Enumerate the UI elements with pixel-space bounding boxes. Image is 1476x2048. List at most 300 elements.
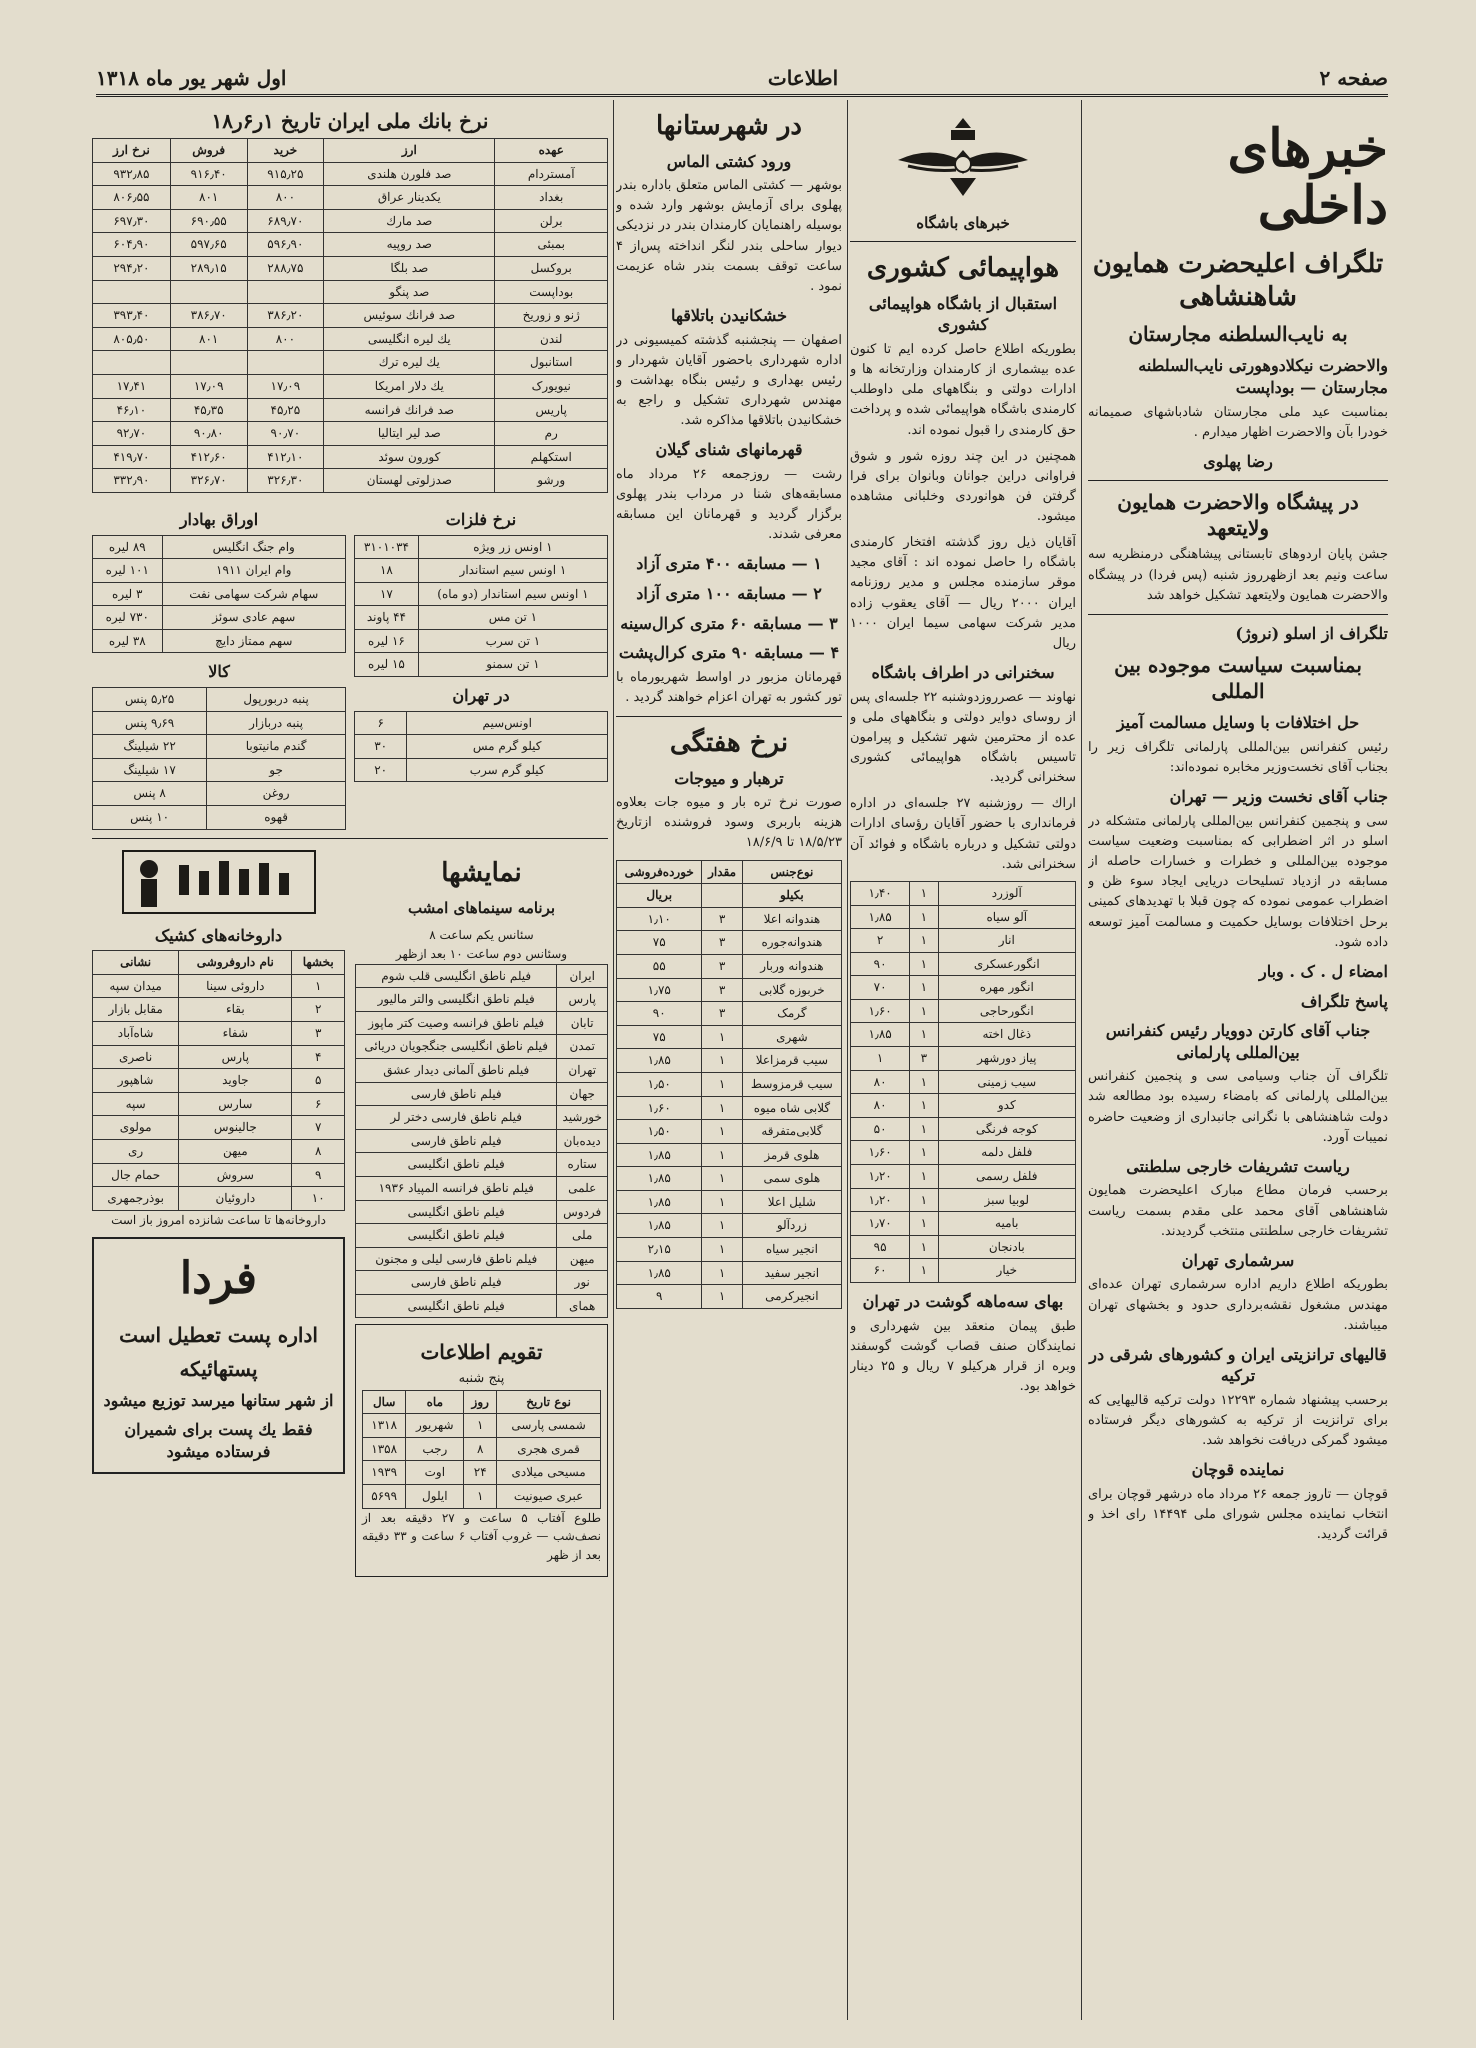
table-cell: هلوی سمی: [742, 1167, 841, 1191]
article-text: اصفهان — پنجشنبه گذشته کمیسیونی در اداره شهرداری باحضور آقایان شهردار و رئیس بهداری و رئیس بنگاه بهداشت و مهندس شهرداری تشکیل و راجع به خشکانیدن باتلاقها مذاکره شد.: [616, 332, 842, 429]
subheadline: ریاست تشریفات خارجی سلطنتی: [1126, 1156, 1350, 1176]
table-row: [93, 1139, 345, 1163]
table-row: [355, 606, 608, 630]
page-header: [96, 56, 1388, 97]
newspaper-name: اطلاعات: [767, 66, 839, 90]
table-row: [93, 280, 608, 304]
table-cell: ایران: [557, 964, 608, 988]
subheadline: جناب آقای نخست وزیر — تهران: [1169, 787, 1388, 807]
article-text: بمناسبت عید ملی مجارستان شادباشهای صمیمانه خودرا بآن والاحضرت اظهار میدارم .: [1088, 404, 1388, 440]
table-cell: ۱٫۸۵: [851, 1023, 910, 1047]
table-cell: جالینوس: [179, 1116, 292, 1140]
table-cell: تهران: [557, 1058, 608, 1082]
table-cell: ۶۹۷٫۳۰: [93, 209, 171, 233]
table-cell: ۱: [910, 1212, 938, 1236]
table-row: [617, 1190, 842, 1214]
table-row: [851, 1094, 1076, 1118]
table-cell: ۸۹ لیره: [93, 535, 163, 559]
table-cell: مولوی: [93, 1116, 179, 1140]
table-cell: ۱۷ شیلینگ: [93, 758, 207, 782]
headline: در پیشگاه والاحضرت همایون ولایتعهد: [1117, 490, 1359, 541]
table-cell: ۱٫۷۰: [851, 1212, 910, 1236]
table-row: [356, 1200, 608, 1224]
table-cell: ۱٫۲۰: [851, 1188, 910, 1212]
divider: [616, 716, 842, 717]
table-row: [617, 954, 842, 978]
table-cell: ۱: [910, 1094, 938, 1118]
table-cell: ۵۹۷٫۶۵: [170, 233, 247, 257]
article-text: سی و پنجمین کنفرانس بین‌المللی پارلمانی متشکله در اسلو در اثر اضطرابی که بمناسبت وضعیت سیاست موجوده بین‌المللی و خطرات و خسارات حاصله از مسابقه در ازدیاد تسلیحات دریایی ایجاد سوء ظن و اضطراب عمومی نموده که چون قبلا با تهدیدهای کمینی برحل اختلافات بوسایل حکمیت و مسالمت آمیز توسعه داده شود.: [1088, 813, 1388, 950]
table-row: [617, 1238, 842, 1262]
table-row: [93, 162, 608, 186]
table-cell: بمبئی: [495, 233, 608, 257]
table-cell: پارس: [557, 988, 608, 1012]
table-cell: ۱: [702, 1143, 742, 1167]
table-cell: ناصری: [93, 1045, 179, 1069]
table-cell: یکدینار عراق: [324, 186, 495, 210]
table-row: [617, 1167, 842, 1191]
produce-price-table: [850, 881, 1076, 1283]
table-cell: فیلم ناطق انگلیسی: [356, 1200, 557, 1224]
table-cell: [170, 280, 247, 304]
bonds-title: اوراق بهادار: [179, 509, 259, 529]
table-cell: ۸۰۰: [247, 327, 324, 351]
table-cell: ۶: [292, 1092, 345, 1116]
table-cell: ۱ تن سرب: [418, 629, 607, 653]
article-text: نهاوند — عصرروزدوشنبه ۲۲ جلسه‌ای پس از روسای دوایر دولتی و بنگاههای ملی و عده از محترمین شهر تشکیل و پیرامون تاسیس باشگاه هواپیمائی کشوری سخنرانی گردید.: [850, 689, 1076, 786]
table-cell: ۱ اونس زر ویژه: [418, 535, 607, 559]
subheadline: نماینده قوچان: [1191, 1460, 1285, 1480]
shows-subtitle: وسئانس دوم ساعت ۱۰ بعد ازظهر: [395, 946, 568, 961]
table-cell: ۱ تن مس: [418, 606, 607, 630]
table-cell: کیلو گرم مس: [407, 735, 608, 759]
table-row: [363, 1461, 601, 1485]
table-cell: ۱: [464, 1414, 497, 1438]
table-cell: ۴۶٫۱۰: [93, 398, 171, 422]
table-cell: ۱۳۱۸: [363, 1414, 406, 1438]
table-cell: لوبیا سبز: [938, 1188, 1075, 1212]
table-row: [851, 905, 1076, 929]
table-row: [851, 1023, 1076, 1047]
table-cell: میهن: [557, 1247, 608, 1271]
column-header: ماه: [406, 1390, 464, 1414]
table-cell: ۱٫۶۰: [851, 1141, 910, 1165]
table-cell: وام جنگ انگلیس: [162, 535, 345, 559]
signature: امضاء ل . ک . وبار: [1258, 961, 1388, 981]
table-cell: آلوزرد: [938, 881, 1075, 905]
divider: [1088, 614, 1388, 615]
sun-times: طلوع آفتاب ۵ ساعت و ۲۷ دقیقه بعد از نصف‌شب — غروب آفتاب ۶ ساعت و ۳۳ دقیقه بعد از ظهر: [362, 1510, 601, 1562]
table-cell: ۲۹۴٫۲۰: [93, 256, 171, 280]
pharmacy-title: داروخانه‌های کشیک: [154, 925, 283, 945]
table-row: [355, 758, 608, 782]
table-cell: ۷۳۰ لیره: [93, 606, 163, 630]
article-text: برحسب پیشنهاد شماره ۱۲۲۹۳ دولت ترکیه قالیهایی که برای ترانزیت از ترکیه به کشورهای دیگر فرستاده میشود گمرکی دریافت نخواهد شد.: [1088, 1393, 1388, 1449]
table-cell: نور: [557, 1271, 608, 1295]
domestic-news-column: [1088, 100, 1388, 1552]
securities-block: [92, 501, 346, 830]
column-header: نوع تاریخ: [497, 1390, 601, 1414]
table-cell: کوجه فرنگی: [938, 1117, 1075, 1141]
table-cell: انجیر سفید: [742, 1261, 841, 1285]
notice-line: فقط یك پست برای شمیران فرستاده میشود: [124, 1420, 313, 1461]
table-cell: ۱: [702, 1190, 742, 1214]
table-cell: ۱: [702, 1072, 742, 1096]
table-cell: ۱٫۵۰: [617, 1072, 702, 1096]
column-header: بخشها: [292, 951, 345, 975]
table-cell: ۴: [292, 1045, 345, 1069]
unit-label: بریال: [617, 884, 702, 908]
table-cell: صد فلورن هلندی: [324, 162, 495, 186]
table-cell: خیار: [938, 1259, 1075, 1283]
table-row: [617, 907, 842, 931]
table-cell: شهریور: [406, 1414, 464, 1438]
table-cell: ۱: [851, 1047, 910, 1071]
table-row: [93, 998, 345, 1022]
table-row: [617, 1143, 842, 1167]
table-cell: صد روپیه: [324, 233, 495, 257]
table-cell: علمی: [557, 1176, 608, 1200]
table-row: [617, 1261, 842, 1285]
table-row: [93, 327, 608, 351]
table-cell: ۱٫۶۰: [617, 1096, 702, 1120]
table-cell: ۴۵٫۲۵: [247, 398, 324, 422]
table-cell: ۱۷: [355, 582, 419, 606]
table-cell: هلوی قرمز: [742, 1143, 841, 1167]
table-cell: فلفل رسمی: [938, 1165, 1075, 1189]
calendar-title: تقویم اطلاعات: [420, 1340, 543, 1365]
table-cell: ۹۳۲٫۸۵: [93, 162, 171, 186]
table-cell: ۱: [702, 1261, 742, 1285]
table-cell: [247, 280, 324, 304]
table-cell: ۱٫۵۰: [617, 1120, 702, 1144]
table-cell: ۲۰: [355, 758, 407, 782]
table-cell: ۱٫۸۵: [617, 1049, 702, 1073]
table-row: [363, 1414, 601, 1438]
table-cell: سارس: [179, 1092, 292, 1116]
table-row: [356, 1294, 608, 1318]
notice-box: [92, 1237, 345, 1474]
article-text: قهرمانان مزبور در اواسط شهریورماه با تور کشور به تهران اعزام خواهند گردید .: [616, 669, 842, 705]
table-row: [93, 782, 346, 806]
table-cell: ۱: [702, 1096, 742, 1120]
subheadline: حل اختلافات با وسایل مسالمت آمیز: [1116, 713, 1360, 733]
table-row: [851, 1117, 1076, 1141]
table-cell: ۶: [355, 711, 407, 735]
article-text: قوچان — تاروز جمعه ۲۶ مرداد ماه درشهر قوچان برای انتخاب نماینده مجلس شورای ملی ۱۴۴۹۴ رای اخذ و قرائت گردید.: [1088, 1487, 1388, 1543]
subheadline: جناب آقای کارتن دوویار رئیس کنفرانس بین‌المللی پارلمانی: [1105, 1021, 1371, 1062]
article-text: بطوریکه اطلاع داریم اداره سرشماری تهران عده‌ای مهندس مشغول نقشه‌برداری حدود و بخشهای تهران میباشند.: [1088, 1277, 1388, 1333]
metals-block: [354, 501, 608, 830]
pharmacy-note: داروخانه‌ها تا ساعت شانزده امروز باز است: [111, 1212, 326, 1227]
table-cell: ۱ تن سمنو: [418, 653, 607, 677]
fruit-price-table: [616, 860, 842, 1309]
subheadline: بهای سه‌ماهه گوشت در تهران: [862, 1292, 1064, 1311]
table-row: [617, 931, 842, 955]
table-row: [851, 1259, 1076, 1283]
table-cell: صد بلگا: [324, 256, 495, 280]
table-row: [851, 881, 1076, 905]
table-cell: ۵۰: [851, 1117, 910, 1141]
table-cell: مسیحی میلادی: [497, 1461, 601, 1485]
table-cell: لندن: [495, 327, 608, 351]
column-header: نوع‌جنس: [742, 860, 841, 884]
column-divider: [613, 100, 614, 2020]
table-row: [93, 735, 346, 759]
table-cell: ۲۸۸٫۷۵: [247, 256, 324, 280]
article-text: بطوریکه اطلاع حاصل کرده ایم تا کنون عده بیشماری از کارمندان وزارتخانه ها و ادارات دولتی و بنگاههای ملی داوطلب کارمندی باشگاه هواپیمائی شده و پرداخت حق کارمندی را قبول نموده اند.: [850, 341, 1076, 438]
table-cell: جاوید: [179, 1069, 292, 1093]
article-text: اراك — روزشنبه ۲۷ جلسه‌ای در اداره فرمانداری با حضور آقایان رؤسای ادارات دولتی تشکیل و درباره باشگاه و فوائد آن سخنرانی شد.: [850, 796, 1076, 872]
table-cell: ۴۵٫۳۵: [170, 398, 247, 422]
subheadline: ترهبار و میوجات: [674, 768, 784, 788]
notice-line: اداره پست تعطیل است: [119, 1322, 318, 1347]
column-header: ارز: [324, 139, 495, 163]
table-cell: ۱ اونس سیم استاندار: [418, 559, 607, 583]
table-row: [356, 1271, 608, 1295]
table-row: [93, 1187, 345, 1211]
table-cell: ۱۷٫۰۹: [247, 374, 324, 398]
club-news-column: [850, 100, 1076, 1403]
table-cell: هندوانه وربار: [742, 954, 841, 978]
table-row: [93, 1069, 345, 1093]
table-cell: ۱: [910, 1117, 938, 1141]
table-cell: شمسی پارسی: [497, 1414, 601, 1438]
table-cell: ۱: [910, 976, 938, 1000]
table-cell: ۱٫۲۰: [851, 1165, 910, 1189]
subheadline: سرشماری تهران: [1181, 1250, 1295, 1270]
table-row: [356, 1058, 608, 1082]
table-cell: ۷۰: [851, 976, 910, 1000]
table-row: [355, 711, 608, 735]
article-text: رشت — روزجمعه ۲۶ مرداد ماه مسابقه‌های شنا در مرداب بندر پهلوی برگزار گردید و قهرمانان این مسابقه معرفی شدند.: [616, 466, 842, 543]
table-cell: آمستردام: [495, 162, 608, 186]
column-header: سال: [363, 1390, 406, 1414]
pharmacist-illustration-icon: [119, 847, 319, 917]
table-cell: یك دلار امریکا: [324, 374, 495, 398]
table-cell: ۹۱۵٫۲۵: [247, 162, 324, 186]
article-text: آقایان ذیل روز گذشته افتخار کارمندی باشگاه را حاصل نموده اند : آقای مجید موقر سازمنده مجلس و مدیر روزنامه ایران ۲۰۰۰ ریال — آقای یعقوب زاده مدیر شرکت سهامی سیما ایران ۱۰۰۰ ریال: [850, 535, 1076, 651]
table-cell: ژنو و زوریخ: [495, 304, 608, 328]
goods-table: [92, 687, 346, 830]
article-text: همچنین در این چند روزه شور و شوق فراوانی دراین جوانان وبانوان برای فرا گرفتن فن هوانوردی وخلبانی مشاهده میشود.: [850, 448, 1076, 525]
table-cell: ۶۹۰٫۵۵: [170, 209, 247, 233]
table-cell: ۲: [292, 998, 345, 1022]
table-row: [93, 711, 346, 735]
table-cell: ۲۲ شیلینگ: [93, 735, 207, 759]
section-title: در شهرستانها: [656, 111, 802, 141]
table-cell: ۱۶ لیره: [355, 629, 419, 653]
table-row: [617, 1285, 842, 1309]
table-cell: ۳۲۶٫۷۰: [170, 469, 247, 493]
table-cell: ۹۰٫۸۰: [170, 422, 247, 446]
notice-line: از شهر ستانها میرسد توزیع میشود: [103, 1390, 334, 1410]
table-cell: صدزلوتی لهستان: [324, 469, 495, 493]
issue-date: اول شهر یور ماه ۱۳۱۸: [96, 66, 287, 90]
tehran-title: در تهران: [452, 686, 510, 706]
table-cell: ۴۱۲٫۶۰: [170, 445, 247, 469]
table-cell: انگورعسکری: [938, 952, 1075, 976]
pharmacy-table: [92, 950, 345, 1211]
subheadline: پاسخ تلگراف: [1300, 991, 1388, 1011]
table-cell: ۸: [464, 1437, 497, 1461]
table-row: [356, 1129, 608, 1153]
table-row: [93, 186, 608, 210]
table-cell: هندوانه‌جوره: [742, 931, 841, 955]
table-cell: ۳۱۰۱۰۳۴: [355, 535, 419, 559]
table-cell: اوت: [406, 1461, 464, 1485]
divider: [92, 838, 608, 839]
table-cell: سیب قرمزوسط: [742, 1072, 841, 1096]
table-row: [851, 929, 1076, 953]
table-cell: نیویورک: [495, 374, 608, 398]
calendar-table: [362, 1390, 601, 1509]
table-cell: فیلم ناطق انگلیسی جنگجویان دریائی: [356, 1035, 557, 1059]
table-row: [356, 1153, 608, 1177]
table-cell: بوداپست: [495, 280, 608, 304]
subheadline: استقبال از باشگاه هواپیمائی کشوری: [868, 293, 1058, 335]
table-cell: سپه: [93, 1092, 179, 1116]
table-cell: میدان سپه: [93, 974, 179, 998]
table-cell: ۱٫۸۵: [617, 1143, 702, 1167]
table-cell: پنبه دربازار: [207, 711, 346, 735]
table-row: [851, 1070, 1076, 1094]
table-row: [93, 582, 346, 606]
table-cell: ۱۷٫۴۱: [93, 374, 171, 398]
table-cell: ۱: [702, 1049, 742, 1073]
table-row: [356, 1106, 608, 1130]
bonds-table: [92, 535, 346, 654]
table-cell: فیلم ناطق انگلیسی: [356, 1153, 557, 1177]
table-cell: ۵۵: [617, 954, 702, 978]
table-cell: صد پنگو: [324, 280, 495, 304]
table-cell: صد فرانك فرانسه: [324, 398, 495, 422]
table-cell: فیلم ناطق فارسی لیلی و مجنون: [356, 1247, 557, 1271]
table-cell: ۱٫۸۵: [617, 1167, 702, 1191]
table-cell: ذغال اخته: [938, 1023, 1075, 1047]
table-cell: [93, 280, 171, 304]
table-cell: ۱۰۱ لیره: [93, 559, 163, 583]
table-cell: ۱۹۳۹: [363, 1461, 406, 1485]
table-cell: ۵: [292, 1069, 345, 1093]
table-cell: ۱: [702, 1167, 742, 1191]
shows-title: نمایشها: [441, 857, 522, 888]
table-cell: فردوس: [557, 1200, 608, 1224]
table-cell: ۹۵: [851, 1235, 910, 1259]
table-cell: ۱: [702, 1238, 742, 1262]
table-cell: فیلم ناطق فارسی: [356, 1082, 557, 1106]
table-cell: زردآلو: [742, 1214, 841, 1238]
divider: [1088, 480, 1388, 481]
subheadline: قهرمانهای شنای گیلان: [655, 440, 803, 460]
tehran-metals-table: [354, 711, 608, 783]
table-cell: سروش: [179, 1163, 292, 1187]
table-cell: [170, 351, 247, 375]
table-row: [93, 688, 346, 712]
table-row: [93, 374, 608, 398]
table-cell: پاریس: [495, 398, 608, 422]
column-divider: [1081, 100, 1082, 2020]
table-cell: ۱: [464, 1484, 497, 1508]
page-number: صفحه ۲: [1319, 66, 1388, 90]
table-cell: ۸۰۵٫۵۰: [93, 327, 171, 351]
table-cell: ۶۰: [851, 1259, 910, 1283]
table-row: [356, 1224, 608, 1248]
table-cell: پیاز دورشهر: [938, 1047, 1075, 1071]
table-row: [363, 1484, 601, 1508]
table-cell: فلفل دلمه: [938, 1141, 1075, 1165]
table-row: [363, 1437, 601, 1461]
table-cell: شاهپور: [93, 1069, 179, 1093]
subheadline: تلگراف از اسلو (نروژ): [1235, 623, 1388, 643]
table-cell: گندم مانیتوبا: [207, 735, 346, 759]
race-title: ۱ — مسابقه ۴۰۰ متری آزاد: [636, 554, 822, 574]
table-cell: بوذرجمهری: [93, 1187, 179, 1211]
table-cell: ۲٫۱۵: [617, 1238, 702, 1262]
table-row: [617, 1002, 842, 1026]
metals-table: [354, 535, 608, 678]
table-row: [851, 999, 1076, 1023]
shows-block: [355, 847, 608, 1584]
table-row: [851, 1165, 1076, 1189]
table-cell: خربوزه گلابی: [742, 978, 841, 1002]
column-header: روز: [464, 1390, 497, 1414]
headline: هواپیمائی کشوری: [866, 253, 1060, 284]
table-row: [617, 1096, 842, 1120]
table-cell: سیب قرمزاعلا: [742, 1049, 841, 1073]
table-cell: آلو سیاه: [938, 905, 1075, 929]
table-cell: ۳۸ لیره: [93, 629, 163, 653]
table-row: [851, 976, 1076, 1000]
table-cell: ۱: [702, 1285, 742, 1309]
table-cell: شلیل اعلا: [742, 1190, 841, 1214]
subheadline: قالیهای ترانزیتی ایران و کشورهای شرقی در ترکیه: [1089, 1344, 1387, 1386]
table-cell: ۳ لیره: [93, 582, 163, 606]
table-row: [93, 351, 608, 375]
table-cell: [93, 351, 171, 375]
table-cell: ۷: [292, 1116, 345, 1140]
table-cell: ۸۰۰: [247, 186, 324, 210]
table-row: [93, 398, 608, 422]
column-header: نام داروفروشی: [179, 951, 292, 975]
table-cell: ۱۳۵۸: [363, 1437, 406, 1461]
table-cell: فیلم ناطق انگلیسی: [356, 1294, 557, 1318]
table-row: [93, 806, 346, 830]
table-cell: ۱ اونس سیم استاندار (دو ماه): [418, 582, 607, 606]
table-cell: ۳۰: [355, 735, 407, 759]
table-cell: رجب: [406, 1437, 464, 1461]
table-cell: سهام شرکت سهامی نفت: [162, 582, 345, 606]
table-cell: ۹۰٫۷۰: [247, 422, 324, 446]
table-cell: ۳: [702, 1002, 742, 1026]
table-cell: تابان: [557, 1011, 608, 1035]
article-text: برحسب فرمان مطاع مبارک اعلیحضرت همایون شاهنشاهی آقای محمد علی مقدم بسمت ریاست تشریفات خارجی سلطنتی منتخب گردیدند.: [1088, 1183, 1388, 1239]
table-cell: ۲: [851, 929, 910, 953]
table-cell: مقابل بازار: [93, 998, 179, 1022]
table-row: [617, 1120, 842, 1144]
table-cell: انجیرکرمی: [742, 1285, 841, 1309]
table-cell: ۱۰ پنس: [93, 806, 207, 830]
table-cell: یك لیره ترك: [324, 351, 495, 375]
table-cell: ۱: [910, 1259, 938, 1283]
headline: تلگراف اعلیحضرت همایون شاهنشاهی: [1092, 249, 1384, 312]
table-cell: ۳۳۲٫۹۰: [93, 469, 171, 493]
column-header: عهده: [495, 139, 608, 163]
table-cell: برلن: [495, 209, 608, 233]
table-cell: ۱: [702, 1120, 742, 1144]
subheadline: خشکانیدن باتلاقها: [670, 305, 788, 325]
table-cell: ۱: [910, 1235, 938, 1259]
